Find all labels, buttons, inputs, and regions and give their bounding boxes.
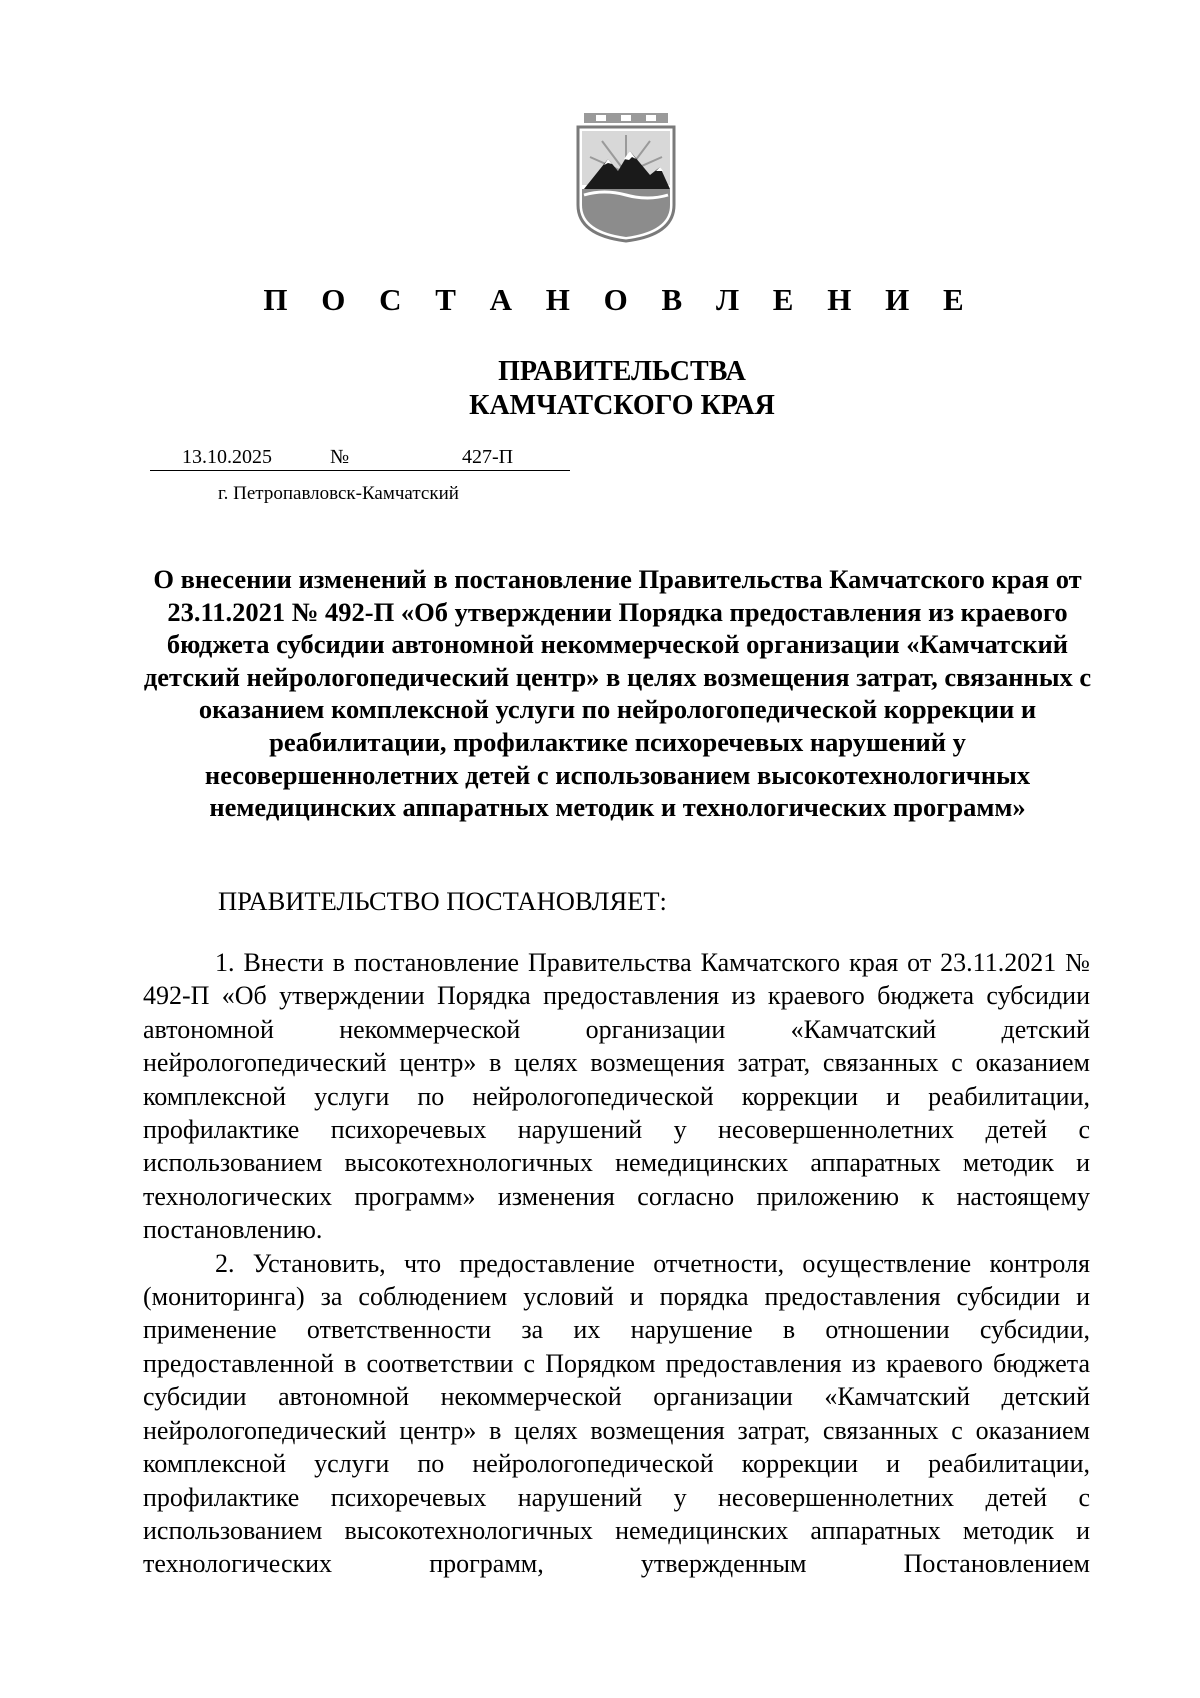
document-type-heading: П О С Т А Н О В Л Е Н И Е — [263, 282, 977, 317]
document-number: 427-П — [462, 446, 514, 468]
resolution-phrase: ПРАВИТЕЛЬСТВО ПОСТАНОВЛЯЕТ: — [218, 886, 667, 916]
authority-line-1: ПРАВИТЕЛЬСТВА — [498, 356, 746, 387]
issuing-authority — [0, 355, 1200, 423]
paragraph-1: 1. Внести в постановление Правительства Камчатского края от 23.11.2021 № 492-П «Об утверждении Порядка предоставления из краевого бюджета субсидии автономной некоммерческой организации «Камчатский детский нейрологопедический центр» в целях возмещения затрат, связанных с оказанием комплексной услуги по нейрологопедической коррекции и реабилитации, профилактике психоречевых нарушений у несовершеннолетних детей с использованием высокотехнологичных немедицинских аппаратных методик и технологических программ» изменения согласно приложению к настоящему постановлению. — [143, 948, 1090, 1245]
paragraph-2: 2. Установить, что предоставление отчетности, осуществление контроля (мониторинга) за соблюдением условий и порядка предоставления субсидии и применение ответственности за их нарушение в отношении субсидии, предоставленной в соответствии с Порядком предоставления из краевого бюджета субсидии автономной некоммерческой организации «Камчатский детский нейрологопедический центр» в целях возмещения затрат, связанных с оказанием комплексной услуги по нейрологопедической коррекции и реабилитации, профилактике психоречевых нарушений у несовершеннолетних детей с использованием высокотехнологичных немедицинских аппаратных методик и технологических программ, утвержденным Постановлением — [143, 1248, 1090, 1579]
number-sign: № — [330, 446, 350, 468]
document-title: О внесении изменений в постановление Правительства Камчатского края от 23.11.2021 № 492-П «Об утверждении Порядка предоставления из краевого бюджета субсидии автономной некоммерческой организации «Камчатский детский нейрологопедический центр» в целях возмещения затрат, связанных с оказанием комплексной услуги по нейрологопедической коррекции и реабилитации, профилактике психоречевых нарушений у несовершеннолетних детей с использованием высокотехнологичных немедицинских аппаратных методик и технологических программ» — [143, 564, 1092, 823]
document-date: 13.10.2025 — [182, 446, 272, 468]
kamchatka-coat-of-arms-icon — [574, 113, 678, 243]
document-city: г. Петропавловск-Камчатский — [218, 483, 459, 504]
document-body — [143, 946, 1090, 1581]
authority-line-2: КАМЧАТСКОГО КРАЯ — [469, 390, 775, 421]
date-number-line — [150, 446, 570, 471]
